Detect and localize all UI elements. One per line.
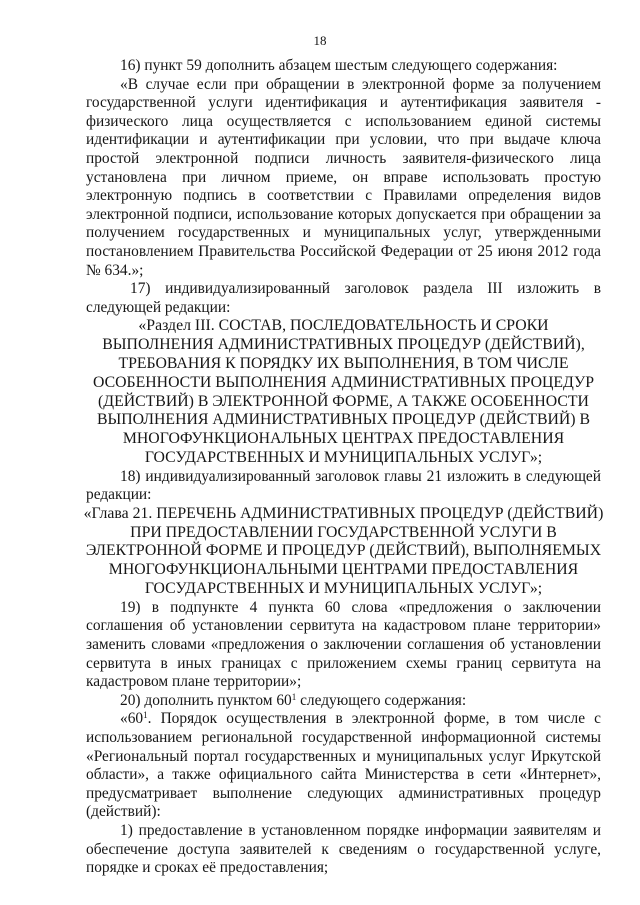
document-body bbox=[83, 57, 604, 878]
item-20-intro-superscript: 1 bbox=[291, 691, 297, 702]
item-20-intro-text: 20) дополнить пунктом 60 bbox=[120, 691, 292, 709]
section-3-heading: «Раздел III. СОСТАВ, ПОСЛЕДОВАТЕЛЬНОСТЬ И СРОКИ ВЫПОЛНЕНИЯ АДМИНИСТРАТИВНЫХ ПРОЦЕДУР (ДЕЙСТВИЙ), ТРЕБОВАНИЯ К ПОРЯДКУ ИХ ВЫПОЛНЕНИЯ, В ТОМ ЧИСЛЕ ОСОБЕННОСТИ ВЫПОЛНЕНИЯ АДМИНИСТРАТИВНЫХ ПРОЦЕДУР (ДЕЙСТВИЙ) В ЭЛЕКТРОННОЙ ФОРМЕ, А ТАКЖЕ ОСОБЕННОСТИ ВЫПОЛНЕНИЯ АДМИНИСТРАТИВНЫХ ПРОЦЕДУР (ДЕЙСТВИЙ) В МНОГОФУНКЦИОНАЛЬНЫХ ЦЕНТРАХ ПРЕДОСТАВЛЕНИЯ ГОСУДАРСТВЕННЫХ И МУНИЦИПАЛЬНЫХ УСЛУГ»; bbox=[93, 317, 594, 466]
item-20-subitem-1: 1) предоставление в установленном порядке информации заявителям и обеспечение доступа заявителей к сведениям о государственной услуге, порядке и сроках её предоставления; bbox=[86, 821, 601, 877]
chapter-21-heading: «Глава 21. ПЕРЕЧЕНЬ АДМИНИСТРАТИВНЫХ ПРОЦЕДУР (ДЕЙСТВИЙ) ПРИ ПРЕДОСТАВЛЕНИИ ГОСУДАРСТВЕННОЙ УСЛУГИ В ЭЛЕКТРОННОЙ ФОРМЕ И ПРОЦЕДУР (ДЕЙСТВИЙ), ВЫПОЛНЯЕМЫХ МНОГОФУНКЦИОНАЛЬНЫМИ ЦЕНТРАМИ ПРЕДОСТАВЛЕНИЯ ГОСУДАРСТВЕННЫХ И МУНИЦИПАЛЬНЫХ УСЛУГ»; bbox=[83, 504, 604, 598]
item-16-intro: 16) пункт 59 дополнить абзацем шестым следующего содержания: bbox=[120, 57, 558, 74]
item-20-quote-text: . Порядок осуществления в электронной форме, в том числе с использованием региональной государственной информационной системы «Региональный портал государственных и муниципальных услуг Иркутской области», а также официального сайта Министерства в сети «Интернет», предусматривает выполнение следующих административных процедур (действий): bbox=[86, 710, 601, 821]
item-16-quote: «В случае если при обращении в электронной форме за получением государственной услуги идентификация и аутентификация заявителя - физического лица осуществляется с использованием единой системы идентификации и аутентификации при условии, что при выдаче ключа простой электронной подписи личность заявителя-физического лица установлена при личном приеме, он вправе использовать простую электронную подпись в соответствии с Правилами определения видов электронной подписи, использование которых допускается при обращении за получением государственных и муниципальных услуг, утвержденными постановлением Правительства Российской Федерации от 25 июня 2012 года № 634.»; bbox=[86, 75, 601, 279]
item-17-intro: 17) индивидуализированный заголовок раздела III изложить в следующей редакции: bbox=[86, 280, 601, 316]
item-20-quote-superscript: 1 bbox=[143, 710, 148, 721]
item-20-quote-number: «60 bbox=[120, 710, 144, 728]
item-18-intro: 18) индивидуализированный заголовок главы 21 изложить в следующей редакции: bbox=[86, 467, 601, 504]
item-20-intro-tail: следующего содержания: bbox=[296, 691, 467, 709]
item-20-quote bbox=[86, 710, 601, 822]
page-number: 18 bbox=[313, 33, 327, 48]
item-20-intro bbox=[86, 692, 601, 711]
item-19: 19) в подпункте 4 пункта 60 слова «предложения о заключении соглашения об установлении сервитута на кадастровом плане территории» заменить словами «предложения о заключении соглашения об установлении сервитута в иных границах с приложением схемы границ сервитута на кадастровом плане территории»; bbox=[86, 598, 601, 691]
